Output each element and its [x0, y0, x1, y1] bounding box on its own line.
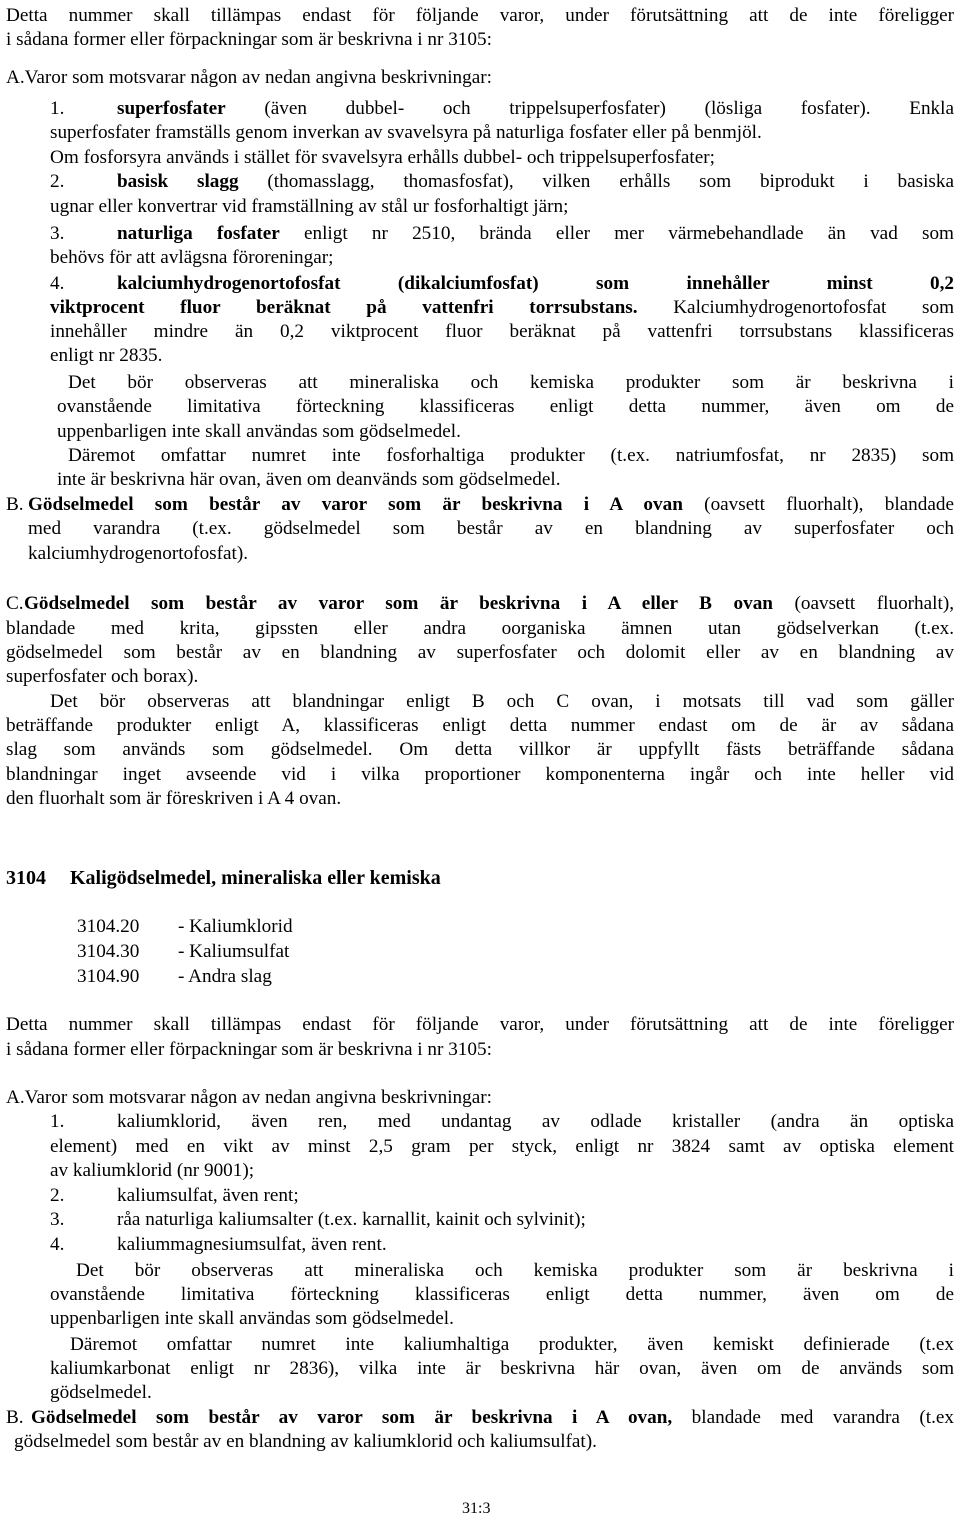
item-desc: Kalciumhydrogenortofosfat som: [637, 297, 954, 318]
item-text: element) med en vikt av minst 2,5 gram per styck, enligt nr 3824 samt av optiska element: [50, 1136, 954, 1157]
intro-line: Detta nummer skall tillämpas endast för följande varor, under förutsättning att de inte föreligger: [6, 1014, 954, 1035]
intro-line: Detta nummer skall tillämpas endast för följande varor, under förutsättning att de inte föreligger: [6, 5, 954, 26]
note-line: Det bör observeras att mineraliska och kemiska produkter som är beskrivna i: [68, 372, 954, 393]
note-line: uppenbarligen inte skall användas som gödselmedel.: [50, 1308, 454, 1329]
list-b-title: Gödselmedel som består av varor som är beskrivna i A ovan,: [31, 1407, 673, 1428]
note-line: Däremot omfattar numret inte fosforhaltiga produkter (t.ex. natriumfosfat, nr 2835) som: [68, 445, 954, 466]
item-text: ugnar eller konvertrar vid framställning av stål ur fosforhaltigt järn;: [50, 196, 569, 217]
subheading-label: - Kaliumklorid: [178, 916, 293, 937]
item-text: råa naturliga kaliumsalter (t.ex. karnallit, kainit och sylvinit);: [117, 1209, 586, 1230]
note-line: gödselmedel.: [50, 1382, 152, 1403]
item-term: viktprocent fluor beräknat på vattenfri torrsubstans.: [50, 297, 638, 318]
list-b-text: kalciumhydrogenortofosfat).: [28, 543, 249, 564]
item-term: basisk slagg: [117, 171, 239, 192]
list-b-text: gödselmedel som består av en blandning av kaliumklorid och kaliumsulfat).: [14, 1431, 597, 1452]
list-b-text: [31, 1406, 954, 1430]
note-line: uppenbarligen inte skall användas som gödselmedel.: [57, 421, 461, 442]
heading-title: Kaligödselmedel, mineraliska eller kemiska: [70, 867, 441, 889]
item-text: kaliumsulfat, även rent;: [117, 1185, 299, 1206]
list-c-title: Gödselmedel som består av varor som är beskrivna i A eller B ovan: [24, 593, 773, 614]
item-term-bold: kalciumhydrogenortofosfat (dikalciumfosfat) som innehåller minst 0,2: [117, 273, 954, 294]
item-text: [117, 97, 954, 121]
list-a-heading: A.Varor som motsvarar någon av nedan angivna beskrivningar:: [6, 1087, 492, 1108]
item-number: 3.: [50, 1209, 65, 1230]
intro-line: i sådana former eller förpackningar som är beskrivna i nr 3105:: [6, 29, 492, 50]
item-text: av kaliumklorid (nr 9001);: [50, 1160, 255, 1181]
subheading-label: - Kaliumsulfat: [178, 941, 290, 962]
item-text: [117, 222, 954, 246]
item-text: enligt nr 2835.: [50, 345, 163, 366]
list-c-text: [24, 592, 954, 616]
item-text: kaliumklorid, även ren, med undantag av odlade kristaller (andra än optiska: [117, 1111, 954, 1132]
note-line: blandningar inget avseende vid i vilka proportioner komponenterna ingår och inte heller vid: [6, 764, 954, 785]
item-number: 2.: [50, 171, 65, 192]
item-text: Om fosforsyra används i stället för svavelsyra erhålls dubbel- och trippelsuperfosfater;: [50, 147, 715, 168]
list-b-desc: blandade med varandra (t.ex: [672, 1407, 954, 1428]
item-number: 4.: [50, 273, 65, 294]
heading-number: 3104: [6, 867, 46, 889]
note-line: ovanstående limitativa förteckning klassificeras enligt detta nummer, även om de: [50, 1284, 954, 1305]
subheading-code: 3104.90: [77, 966, 140, 987]
note-line: inte är beskrivna här ovan, även om deanvänds som gödselmedel.: [57, 469, 561, 490]
intro-line: i sådana former eller förpackningar som är beskrivna i nr 3105:: [6, 1039, 492, 1060]
item-desc: enligt nr 2510, brända eller mer värmebehandlade än vad som: [279, 223, 954, 244]
item-text: behövs för att avlägsna föroreningar;: [50, 247, 334, 268]
item-number: 3.: [50, 223, 65, 244]
page-number: 31:3: [462, 1500, 491, 1517]
note-line: Det bör observeras att mineraliska och kemiska produkter som är beskrivna i: [76, 1260, 954, 1281]
list-c-text: blandade med krita, gipssten eller andra oorganiska ämnen utan gödselverkan (t.ex.: [6, 618, 954, 639]
list-b-letter: B.: [6, 494, 24, 515]
list-b-title: Gödselmedel som består av varor som är beskrivna i A ovan: [28, 494, 683, 515]
item-text: superfosfater framställs genom inverkan av svavelsyra på naturliga fosfater eller på benmjöl.: [50, 122, 762, 143]
list-c-letter: C.: [6, 593, 24, 614]
subheading-label: - Andra slag: [178, 966, 272, 987]
item-desc: (thomasslagg, thomasfosfat), vilken erhålls som biprodukt i basiska: [238, 171, 955, 192]
note-line: ovanstående limitativa förteckning klassificeras enligt detta nummer, även om de: [57, 396, 954, 417]
subheading-code: 3104.20: [77, 916, 140, 937]
note-line: beträffande produkter enligt A, klassificeras enligt detta nummer endast om de är av sådana: [6, 715, 954, 736]
list-c-text: superfosfater och borax).: [6, 666, 199, 687]
item-desc: (även dubbel- och trippelsuperfosfater) (lösliga fosfater). Enkla: [225, 98, 954, 119]
item-number: 1.: [50, 1111, 65, 1132]
item-number: 4.: [50, 1234, 65, 1255]
note-line: slag som används som gödselmedel. Om detta villkor är uppfyllt fästs beträffande sådana: [6, 739, 954, 760]
item-term: naturliga fosfater: [117, 223, 280, 244]
list-b-text: med varandra (t.ex. gödselmedel som består av en blandning av superfosfater och: [28, 518, 954, 539]
list-b-desc: (oavsett fluorhalt), blandade: [682, 494, 954, 515]
subheading-code: 3104.30: [77, 941, 140, 962]
list-a-heading: A.Varor som motsvarar någon av nedan angivna beskrivningar:: [6, 67, 492, 88]
note-line: Däremot omfattar numret inte kaliumhaltiga produkter, även kemiskt definierade (t.ex: [70, 1334, 954, 1355]
item-term: superfosfater: [117, 98, 226, 119]
list-b-letter: B.: [6, 1407, 24, 1428]
list-c-desc: (oavsett fluorhalt),: [772, 593, 955, 614]
item-number: 1.: [50, 98, 65, 119]
item-text: [117, 170, 954, 194]
item-number: 2.: [50, 1185, 65, 1206]
note-line: den fluorhalt som är föreskriven i A 4 ovan.: [6, 788, 342, 809]
item-text: kaliummagnesiumsulfat, även rent.: [117, 1234, 387, 1255]
note-line: kaliumkarbonat enligt nr 2836), vilka inte är beskrivna här ovan, även om de används som: [50, 1358, 954, 1379]
note-line: Det bör observeras att blandningar enligt B och C ovan, i motsats till vad som gäller: [50, 691, 954, 712]
list-b-text: [28, 493, 954, 517]
item-text: innehåller mindre än 0,2 viktprocent fluor beräknat på vattenfri torrsubstans klassificeras: [50, 321, 954, 342]
item-text: [50, 296, 954, 320]
list-c-text: gödselmedel som består av en blandning av superfosfater och dolomit eller av en blandning av: [6, 642, 954, 663]
item-term: [117, 272, 954, 296]
